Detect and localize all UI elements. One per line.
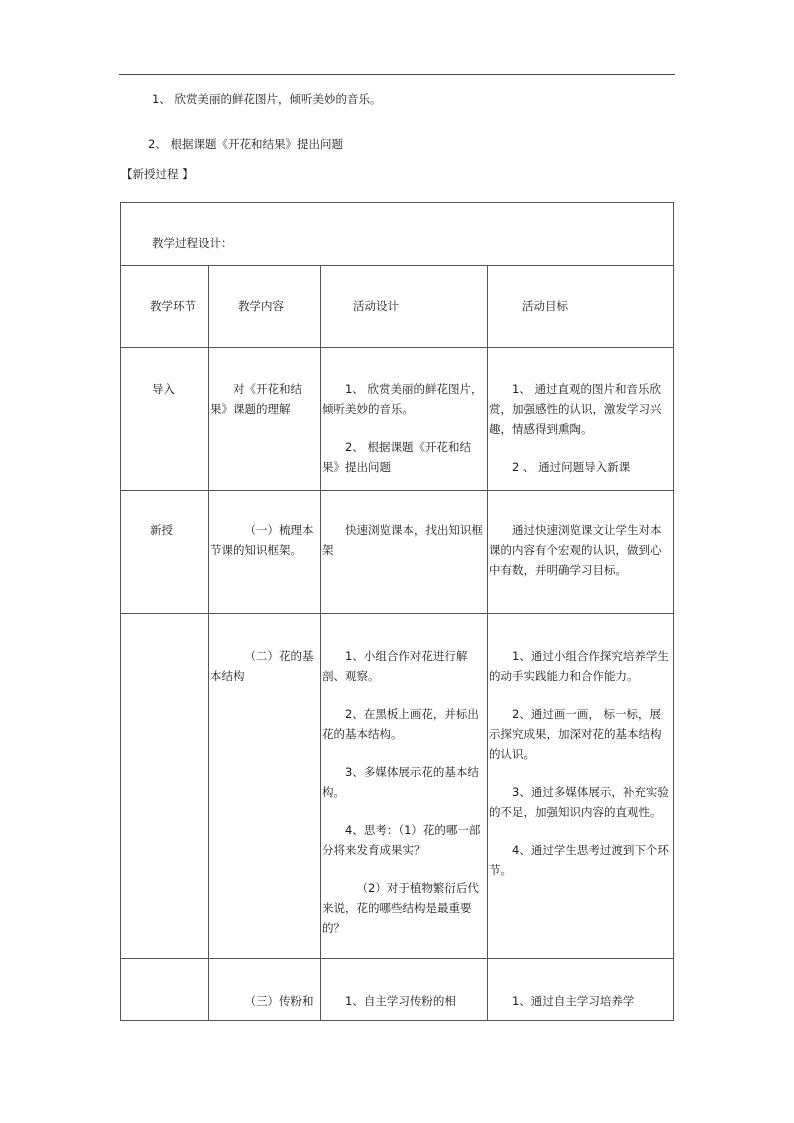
header-goal: 活动目标: [522, 299, 568, 313]
row-design: 1、自主学习传粉的相: [345, 994, 456, 1008]
lesson-table: [120, 202, 674, 1021]
intro-line-1: 1、 欣赏美丽的鲜花图片，倾听美妙的音乐。: [152, 92, 382, 106]
header-rule: [119, 74, 675, 75]
row-goal: 通过快速浏览课文让学生对本课的内容有个宏观的认识，做到心中有数，并明确学习目标。: [489, 523, 662, 577]
header-content: 教学内容: [238, 299, 284, 313]
row-content: （三）传粉和: [244, 994, 314, 1008]
row-goal: 1、 通过直观的图片和音乐欣赏，加强感性的认识，激发学习兴趣，情感得到熏陶。 2 、 通过问题导入新课: [489, 382, 662, 474]
row-goal: 1、通过自主学习培养学: [512, 994, 635, 1008]
row-content: 对《开花和结果》课题的理解: [210, 382, 302, 416]
section-label: 【新授过程 】: [121, 167, 194, 181]
row-stage: 新授: [150, 523, 173, 537]
row-design: 1、 欣赏美丽的鲜花图片，倾听美妙的音乐。 2、 根据课题《开花和结果》提出问题: [322, 382, 483, 474]
row-design: 1、小组合作对花进行解剖、观察。 2、在黑板上画花，并标出花的基本结构。 3、多媒体展示花的基本结构。 4、思考：（1）花的哪一部分将来发育成果实？ （2）对于植物繁衍后代来说，花的哪些结构是最重要的？: [322, 649, 481, 935]
row-goal: 1、通过小组合作探究培养学生的动手实践能力和合作能力。 2、通过画一画， 标一标，展示探究成果，加深对花的基本结构的认识。 3、通过多媒体展示，补充实验的不足，加强知识内容的直观性。 4、通过学生思考过渡到下个环节。: [489, 649, 669, 877]
row-design: 快速浏览课本，找出知识框架: [322, 523, 483, 557]
row-content: （二）花的基本结构: [210, 649, 314, 683]
intro-line-2: 2、 根据课题《开花和结果》提出问题: [148, 137, 343, 151]
table-title: 教学过程设计：: [152, 236, 233, 250]
header-stage: 教学环节: [150, 299, 196, 313]
row-stage: 导入: [152, 382, 175, 396]
header-design: 活动设计: [353, 299, 399, 313]
row-content: （一）梳理本节课的知识框架。: [210, 523, 314, 557]
